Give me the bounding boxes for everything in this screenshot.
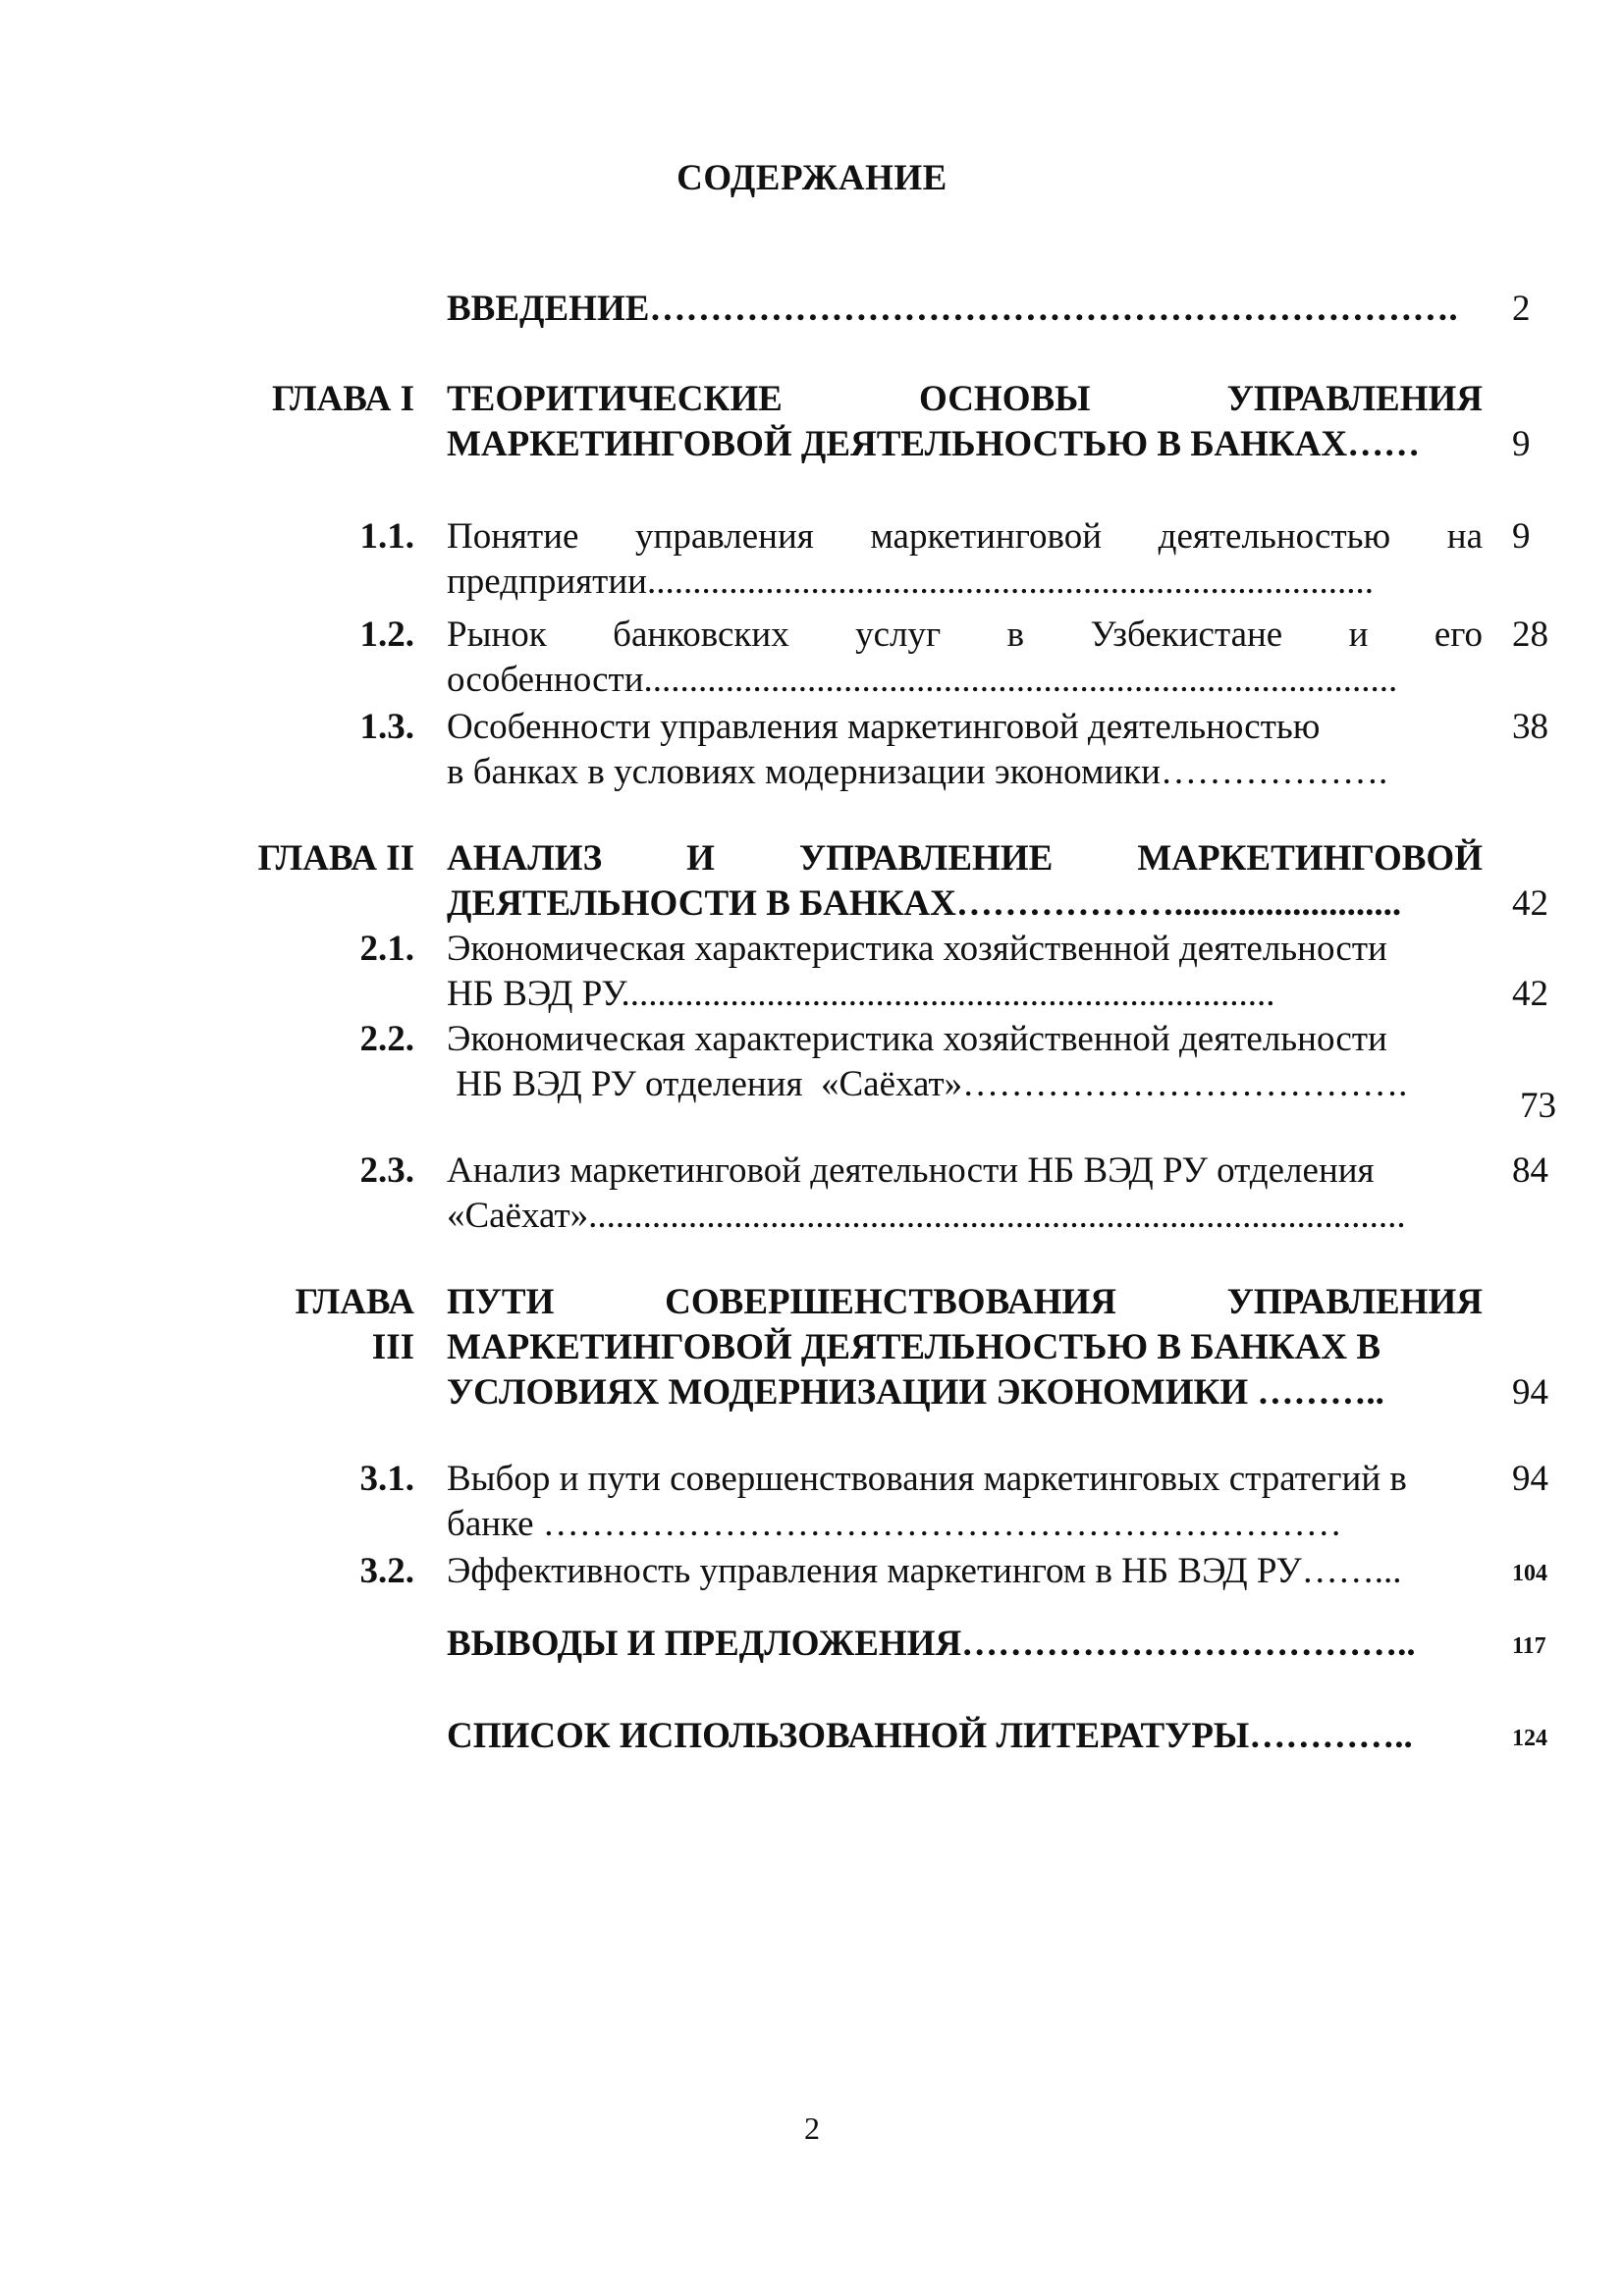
toc-entry-line: УСЛОВИЯХ МОДЕРНИЗАЦИИ ЭКОНОМИКИ ……….. xyxy=(447,1372,1384,1413)
toc-entry-line: АНАЛИЗ И УПРАВЛЕНИЕ МАРКЕТИНГОВОЙ xyxy=(447,838,1483,879)
toc-entry-line: МАРКЕТИНГОВОЙ ДЕЯТЕЛЬНОСТЬЮ В БАНКАХ В xyxy=(447,1327,1381,1367)
toc-entry-text xyxy=(447,1457,1483,1547)
toc-entry-text xyxy=(447,377,1483,467)
toc-entry-line: особенности................................................................................... xyxy=(447,660,1398,700)
toc-entry-line: Выбор и пути совершенствования маркетинговых стратегий в xyxy=(447,1459,1407,1499)
toc-entry-line: МАРКЕТИНГОВОЙ ДЕЯТЕЛЬНОСТЬЮ В БАНКАХ…… xyxy=(447,424,1421,464)
toc-entry-text xyxy=(447,1017,1483,1107)
toc-entry-line: Эффективность управления маркетингом в НБ ВЭД РУ……... xyxy=(447,1551,1402,1591)
toc-section-label: 2.1. xyxy=(359,929,414,969)
toc-entry-line: Понятие управления маркетинговой деятельностью на xyxy=(447,516,1483,557)
toc-entry-text xyxy=(447,287,1483,332)
toc-entry-line: Экономическая характеристика хозяйственной деятельности xyxy=(447,1019,1387,1059)
toc-entry-line: Рынок банковских услуг в Узбекистане и его xyxy=(447,614,1483,655)
page-title: СОДЕРЖАНИЕ xyxy=(677,158,947,198)
toc-section-label: 1.1. xyxy=(359,516,414,557)
toc-page-number: 42 xyxy=(1512,974,1548,1014)
toc-chapter-label: ГЛАВА I xyxy=(272,379,414,419)
toc-section-label: 1.2. xyxy=(359,614,414,655)
toc-section-label: 3.1. xyxy=(359,1459,414,1499)
toc-page-number: 104 xyxy=(1512,1561,1547,1586)
toc-page-number: 84 xyxy=(1512,1150,1548,1191)
toc-entry-line: Особенности управления маркетинговой деятельностью xyxy=(447,707,1321,747)
toc-page-number: 38 xyxy=(1512,707,1548,747)
toc-page-number: 117 xyxy=(1512,1633,1546,1659)
toc-page-number: 94 xyxy=(1512,1459,1548,1499)
toc-entry-text xyxy=(447,613,1483,703)
toc-entry-line: НБ ВЭД РУ отделения «Саёхат»………………………………. xyxy=(447,1064,1408,1104)
toc-entry-line: ДЕЯТЕЛЬНОСТИ В БАНКАХ………………......................... xyxy=(447,883,1402,924)
toc-entry-text xyxy=(447,705,1483,795)
toc-entry-line: ПУТИ СОВЕРШЕНСТВОВАНИЯ УПРАВЛЕНИЯ xyxy=(447,1282,1483,1322)
toc-page-number: 124 xyxy=(1512,1726,1547,1751)
toc-entry-text xyxy=(447,1280,1483,1415)
toc-entry-text xyxy=(447,1622,1483,1667)
toc-section-label: 1.3. xyxy=(359,707,414,747)
toc-entry-line: Анализ маркетинговой деятельности НБ ВЭД РУ отделения xyxy=(447,1150,1375,1191)
toc-page-number: 9 xyxy=(1512,516,1531,557)
toc-page-number: 9 xyxy=(1512,424,1531,464)
toc-chapter-label: ГЛАВА III xyxy=(295,1282,414,1367)
toc-entry-line: предприятии................................................................................ xyxy=(447,561,1374,602)
toc-entry-line: банке ………………………………………………………… xyxy=(447,1504,1342,1544)
toc-page-number: 2 xyxy=(1512,289,1531,329)
toc-entry-line: в банках в условиях модернизации экономики………………. xyxy=(447,752,1388,792)
toc-entry-line: СПИСОК ИСПОЛЬЗОВАННОЙ ЛИТЕРАТУРЫ………….. xyxy=(447,1716,1413,1756)
toc-entry-line: «Саёхат».......................................................................................... xyxy=(447,1196,1406,1236)
toc-page-number: 73 xyxy=(1520,1086,1556,1126)
toc-entry-text xyxy=(447,836,1483,927)
toc-entry-text xyxy=(447,514,1483,605)
toc-entry-line: НБ ВЭД РУ........................................................................ xyxy=(447,974,1275,1014)
toc-page-number: 94 xyxy=(1512,1372,1548,1413)
toc-section-label: 2.3. xyxy=(359,1150,414,1191)
toc-entry-line: ВВЕДЕНИЕ…………………………………………………………. xyxy=(447,289,1458,329)
toc-entry-text xyxy=(447,927,1483,1017)
toc-entry-line: ВЫВОДЫ И ПРЕДЛОЖЕНИЯ……………………………….. xyxy=(447,1624,1416,1664)
toc-section-label: 3.2. xyxy=(359,1551,414,1591)
footer-page-number: 2 xyxy=(804,2110,820,2146)
toc-page-number: 42 xyxy=(1512,883,1548,924)
toc-entry-line: ТЕОРИТИЧЕСКИЕ ОСНОВЫ УПРАВЛЕНИЯ xyxy=(447,379,1483,419)
toc-entry-text xyxy=(447,1549,1483,1594)
toc-chapter-label: ГЛАВА II xyxy=(257,838,414,879)
toc-entry-line: Экономическая характеристика хозяйственной деятельности xyxy=(447,929,1387,969)
toc-entry-text xyxy=(447,1714,1483,1759)
toc-page-number: 28 xyxy=(1512,614,1548,655)
toc-entry-text xyxy=(447,1148,1483,1239)
toc-section-label: 2.2. xyxy=(359,1019,414,1059)
